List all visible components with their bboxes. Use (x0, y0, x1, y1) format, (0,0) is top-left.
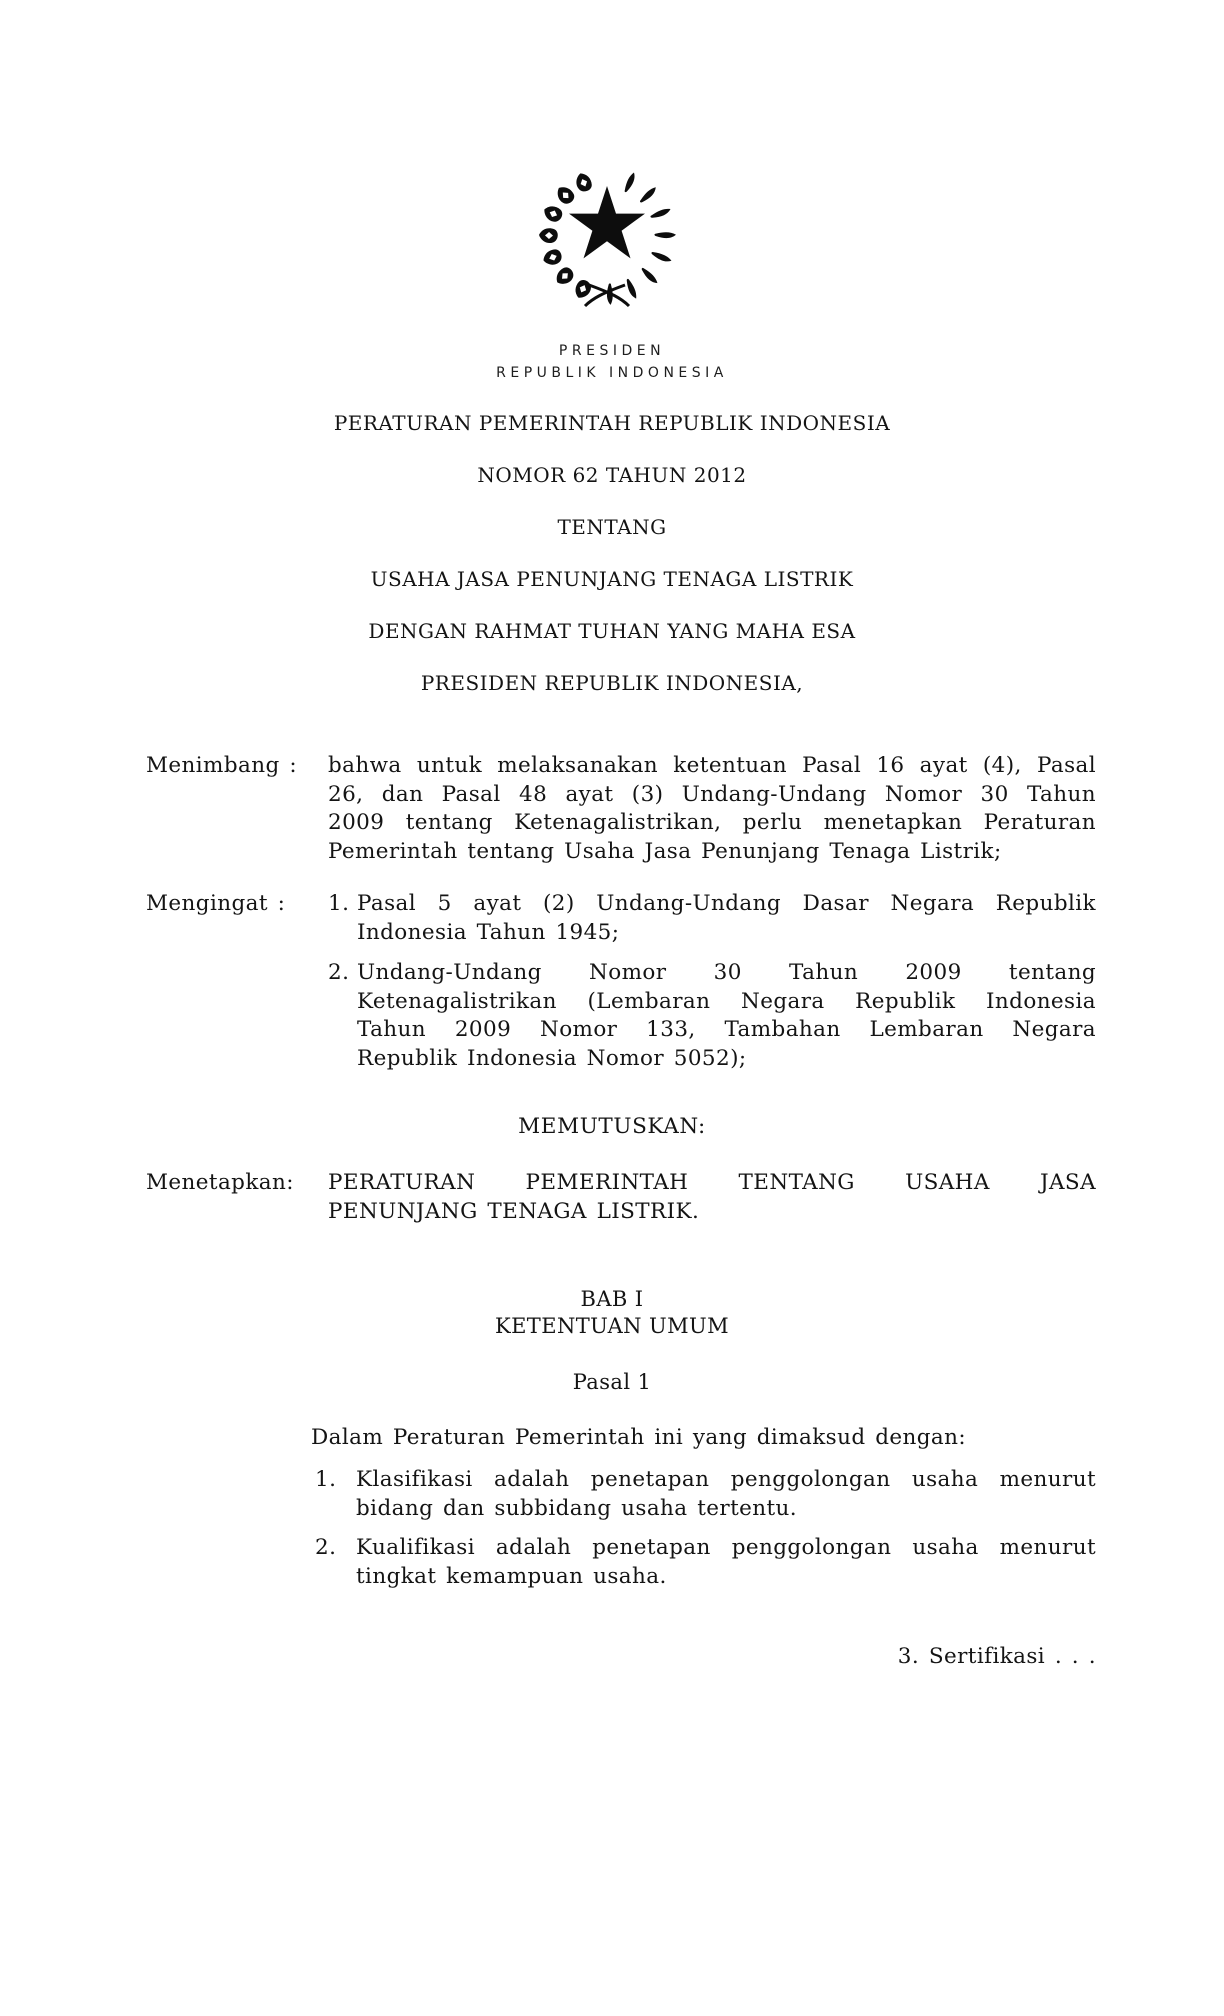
menimbang-section (146, 752, 1096, 866)
pasal1-heading: Pasal 1 (572, 1370, 652, 1394)
mengingat-item-1 (328, 890, 1096, 947)
item-text (357, 890, 1096, 947)
title-invocation: DENGAN RAHMAT TUHAN YANG MAHA ESA (368, 619, 856, 643)
menimbang-line: bahwa untuk melaksanakan ketentuan Pasal 16 ayat (4), Pasal (328, 753, 1096, 778)
mengingat-item-line: Republik Indonesia Nomor 5052); (357, 1045, 747, 1071)
item-number: 2. (315, 1535, 337, 1560)
menetapkan-line: PENUNJANG TENAGA LISTRIK. (328, 1198, 700, 1224)
title-subject: USAHA JASA PENUNJANG TENAGA LISTRIK (370, 567, 854, 591)
pasal1-item-2 (311, 1534, 1096, 1591)
item-number: 2. (328, 960, 350, 985)
title-number-year: NOMOR 62 TAHUN 2012 (477, 463, 747, 487)
memutuskan-heading: MEMUTUSKAN: (518, 1114, 706, 1139)
mengingat-item-line: Pasal 5 ayat (2) Undang-Undang Dasar Negara Republik (357, 891, 1096, 916)
menimbang-line: 2009 tentang Ketenagalistrikan, perlu menetapkan Peraturan (328, 810, 1096, 835)
title-tentang: TENTANG (557, 515, 667, 539)
item-text (356, 1466, 1096, 1523)
mengingat-item-2 (328, 959, 1096, 1073)
item-text (357, 959, 1096, 1073)
menetapkan-body (328, 1169, 1096, 1226)
menimbang-body (328, 752, 1096, 866)
star-wreath-icon (531, 168, 684, 308)
letterhead (0, 340, 1224, 384)
menimbang-line: 26, dan Pasal 48 ayat (3) Undang-Undang Nomor 30 Tahun (328, 781, 1096, 807)
mengingat-item-line: Indonesia Tahun 1945; (357, 919, 620, 945)
pasal1-item-line: Klasifikasi adalah penetapan penggolongan usaha menurut (356, 1467, 1096, 1492)
title-regulation-name: PERATURAN PEMERINTAH REPUBLIK INDONESIA (333, 411, 891, 435)
catchword-next-page: 3. Sertifikasi . . . (897, 1644, 1096, 1669)
menetapkan-label: Menetapkan: (146, 1170, 294, 1195)
menimbang-label: Menimbang : (146, 753, 298, 778)
pasal1-intro: Dalam Peraturan Pemerintah ini yang dimaksud dengan: (311, 1425, 967, 1450)
item-number: 1. (328, 891, 350, 916)
presidential-emblem (531, 168, 684, 308)
menetapkan-section (146, 1169, 1096, 1226)
title-block (0, 410, 1224, 722)
pasal1-item-line: bidang dan subbidang usaha tertentu. (356, 1495, 798, 1521)
pasal1-item-line: Kualifikasi adalah penetapan penggolongan usaha menurut (356, 1535, 1096, 1560)
bab1-number: BAB I (580, 1287, 644, 1311)
letterhead-line-republik-indonesia: REPUBLIK INDONESIA (496, 365, 728, 381)
mengingat-label: Mengingat : (146, 891, 286, 916)
pasal1-item-1 (311, 1466, 1096, 1523)
menimbang-line: Pemerintah tentang Usaha Jasa Penunjang Tenaga Listrik; (328, 838, 1002, 864)
bab1-title: KETENTUAN UMUM (494, 1314, 729, 1338)
pasal1-item-line: tingkat kemampuan usaha. (356, 1563, 667, 1589)
mengingat-item-line: Tahun 2009 Nomor 133, Tambahan Lembaran Negara (357, 1017, 1096, 1042)
mengingat-item-line: Undang-Undang Nomor 30 Tahun 2009 tentang (357, 960, 1096, 985)
mengingat-item-line: Ketenagalistrikan (Lembaran Negara Republik Indonesia (357, 988, 1096, 1014)
mengingat-body (328, 890, 1096, 1073)
pasal1-items (311, 1466, 1096, 1591)
item-number: 1. (315, 1467, 337, 1492)
bab1-heading (0, 1286, 1224, 1340)
mengingat-section (146, 890, 1096, 1073)
title-authority: PRESIDEN REPUBLIK INDONESIA, (420, 671, 804, 695)
menetapkan-line: PERATURAN PEMERINTAH TENTANG USAHA JASA (328, 1170, 1096, 1195)
letterhead-line-presiden: PRESIDEN (558, 343, 666, 359)
item-text (356, 1534, 1096, 1591)
